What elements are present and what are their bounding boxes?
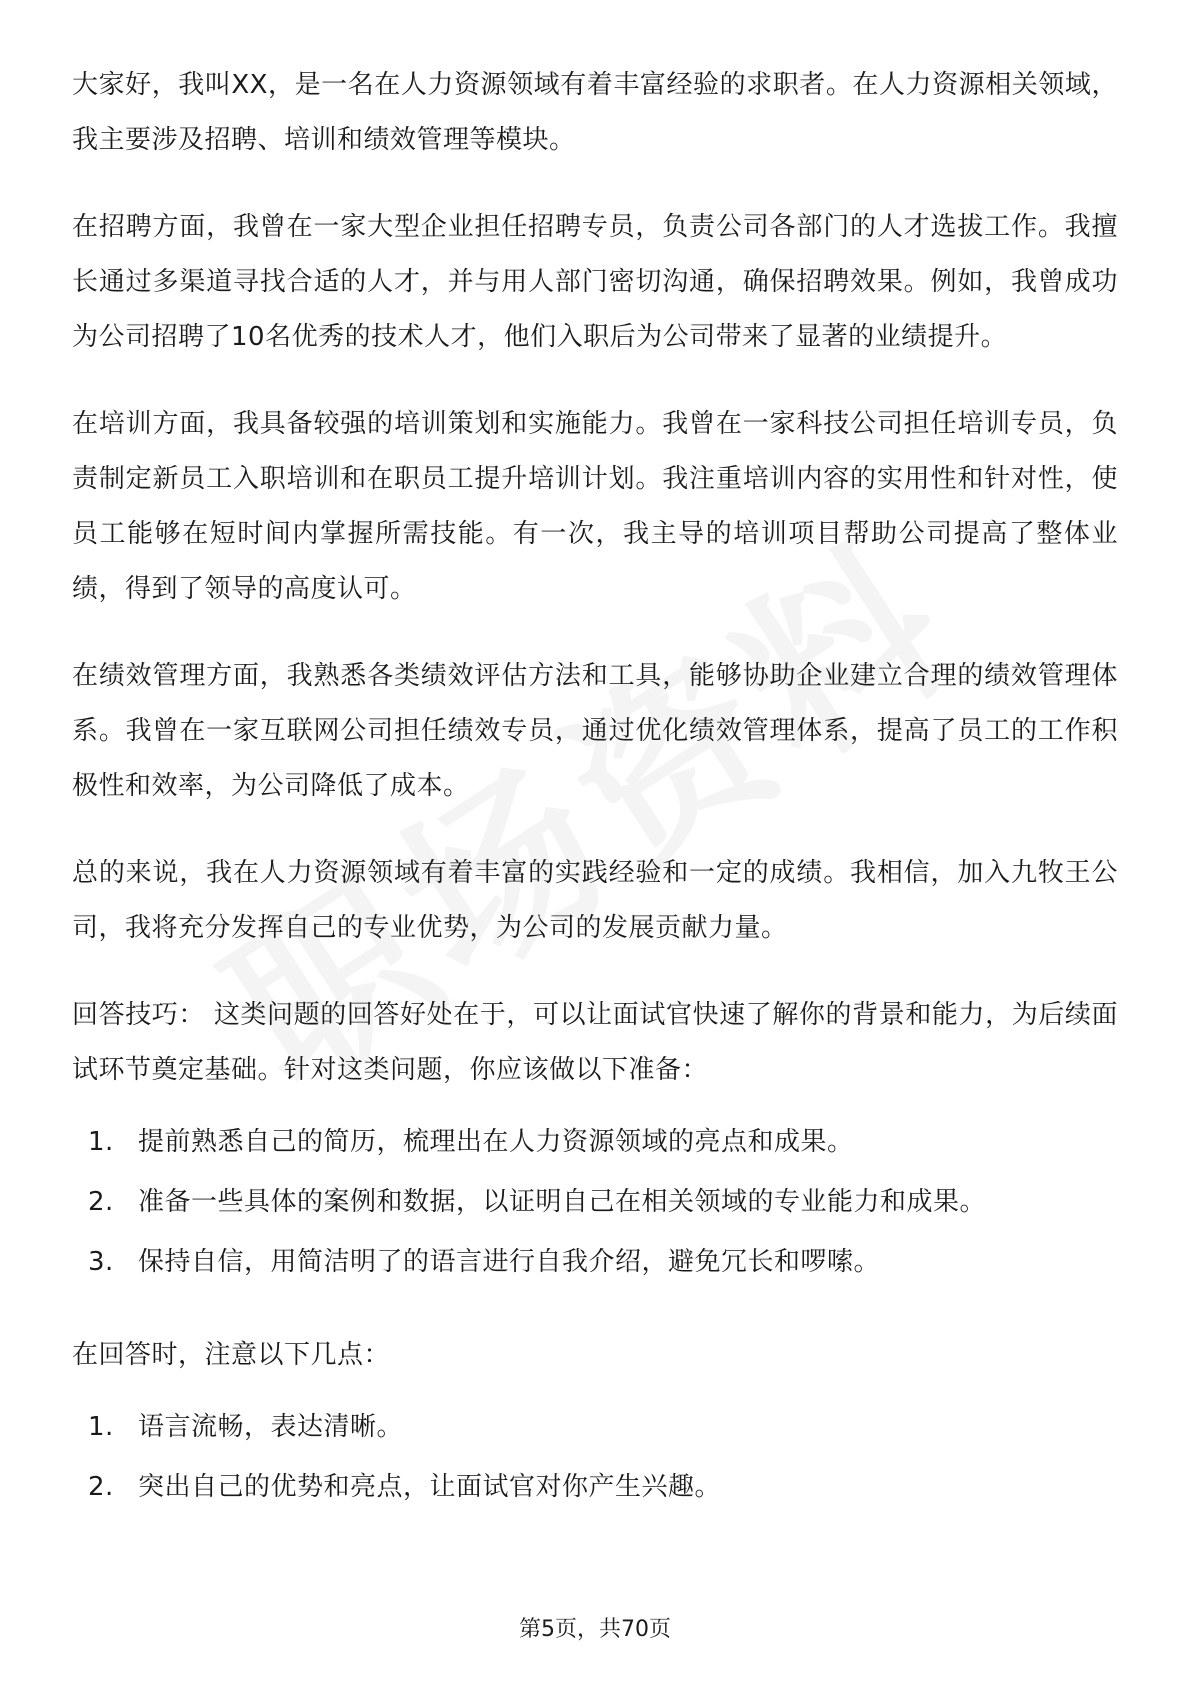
list-number: 2.	[88, 1472, 114, 1502]
prep-list	[72, 1112, 1118, 1292]
list-item	[72, 1172, 1118, 1232]
list-item	[72, 1397, 1118, 1457]
list-text: 准备一些具体的案例和数据，以证明自己在相关领域的专业能力和成果。	[138, 1187, 987, 1217]
list-item	[72, 1232, 1118, 1292]
paragraph-training: 在培训方面，我具备较强的培训策划和实施能力。我曾在一家科技公司担任培训专员，负责制定新员工入职培训和在职员工提升培训计划。我注重培训内容的实用性和针对性，使员工能够在短时间内掌握所需技能。有一次，我主导的培训项目帮助公司提高了整体业绩，得到了领导的高度认可。	[72, 409, 1118, 604]
list-number: 3.	[88, 1247, 114, 1277]
list-number: 1.	[88, 1412, 114, 1442]
paragraph-answer-tips: 回答技巧： 这类问题的回答好处在于，可以让面试官快速了解你的背景和能力，为后续面试环节奠定基础。针对这类问题，你应该做以下准备：	[72, 1000, 1118, 1085]
page-footer: 第5页，共70页	[519, 1617, 671, 1642]
notes-list	[72, 1397, 1118, 1517]
list-text: 突出自己的优势和亮点，让面试官对你产生兴趣。	[138, 1472, 722, 1502]
notes-heading: 在回答时，注意以下几点：	[72, 1340, 391, 1370]
page-content	[72, 58, 1118, 1553]
paragraph-intro: 大家好，我叫XX，是一名在人力资源领域有着丰富经验的求职者。在人力资源相关领域，我主要涉及招聘、培训和绩效管理等模块。	[72, 70, 1118, 155]
list-item	[72, 1457, 1118, 1517]
paragraph-recruitment: 在招聘方面，我曾在一家大型企业担任招聘专员，负责公司各部门的人才选拔工作。我擅长通过多渠道寻找合适的人才，并与用人部门密切沟通，确保招聘效果。例如，我曾成功为公司招聘了10名优秀的技术人才，他们入职后为公司带来了显著的业绩提升。	[72, 212, 1118, 352]
paragraph-performance: 在绩效管理方面，我熟悉各类绩效评估方法和工具，能够协助企业建立合理的绩效管理体系。我曾在一家互联网公司担任绩效专员，通过优化绩效管理体系，提高了员工的工作积极性和效率，为公司降低了成本。	[72, 661, 1118, 801]
list-number: 2.	[88, 1187, 114, 1217]
list-item	[72, 1112, 1118, 1172]
list-text: 语言流畅，表达清晰。	[138, 1412, 404, 1442]
list-text: 保持自信，用简洁明了的语言进行自我介绍，避免冗长和啰嗦。	[138, 1247, 881, 1277]
list-number: 1.	[88, 1127, 114, 1157]
list-text: 提前熟悉自己的简历，梳理出在人力资源领域的亮点和成果。	[138, 1127, 854, 1157]
paragraph-summary: 总的来说，我在人力资源领域有着丰富的实践经验和一定的成绩。我相信，加入九牧王公司，我将充分发挥自己的专业优势，为公司的发展贡献力量。	[72, 858, 1118, 943]
